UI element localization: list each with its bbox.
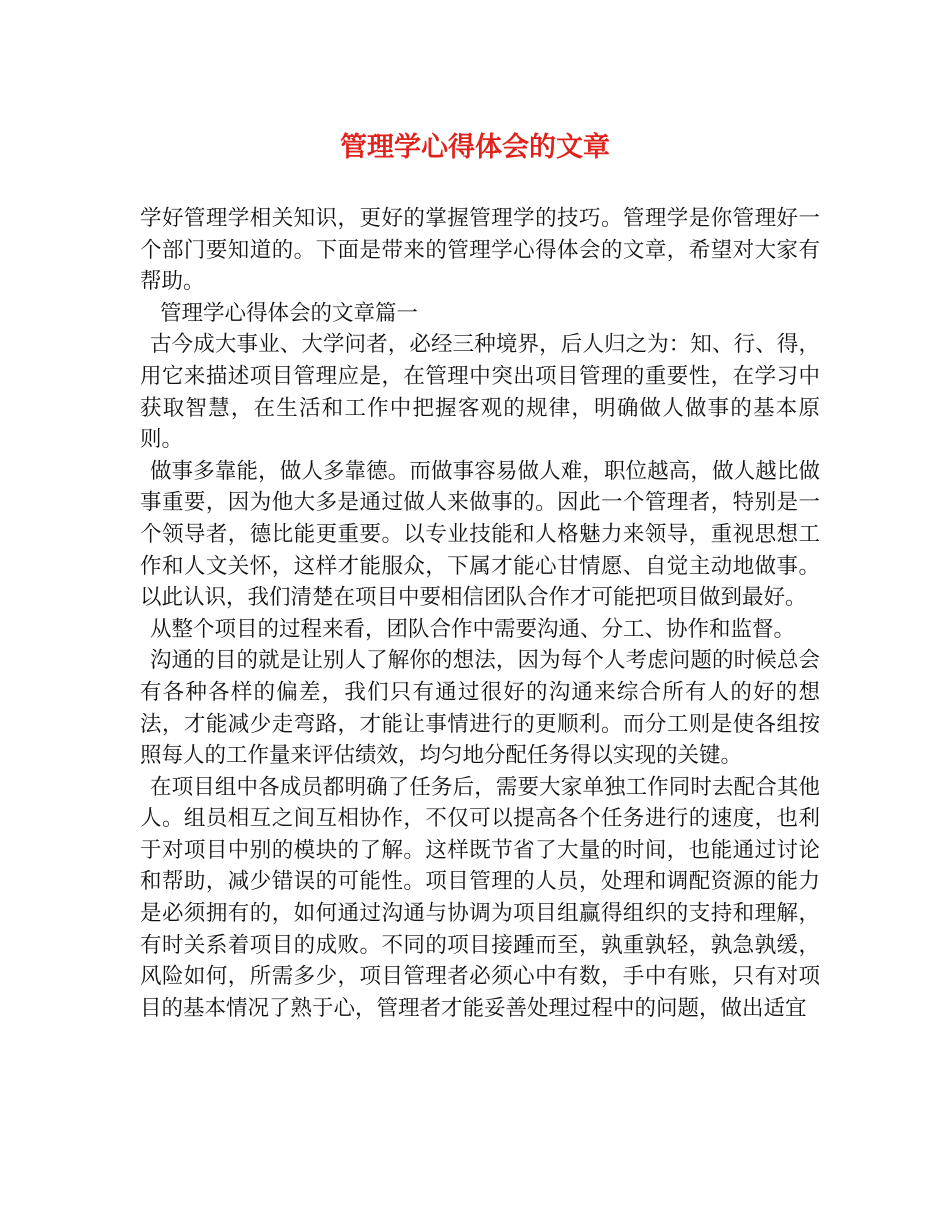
paragraph: 在项目组中各成员都明确了任务后，需要大家单独工作同时去配合其他人。组员相互之间互相协作，不仅可以提高各个任务进行的速度，也利于对项目中别的模块的了解。这样既节省了大量的时间，也能通过讨论和帮助，减少错误的可能性。项目管理的人员，处理和调配资源的能力是必须拥有的，如何通过沟通与协调为项目组赢得组织的支持和理解，有时关系着项目的成败。不同的项目接踵而至，孰重孰轻，孰急孰缓，风险如何，所需多少，项目管理者必须心中有数，手中有账，只有对项目的基本情况了熟于心，管理者才能妥善处理过程中的问题，做出适宜	[140, 774, 820, 1021]
paragraph: 做事多靠能，做人多靠德。而做事容易做人难，职位越高，做人越比做事重要，因为他大多是通过做人来做事的。因此一个管理者，特别是一个领导者，德比能更重要。以专业技能和人格魅力来领导，重视思想工作和人文关怀，这样才能服众，下属才能心甘情愿、自觉主动地做事。以此认识，我们清楚在项目中要相信团队合作才可能把项目做到最好。	[140, 458, 820, 611]
document-body	[140, 203, 820, 1024]
paragraph: 古今成大事业、大学问者，必经三种境界，后人归之为：知、行、得，用它来描述项目管理应是，在管理中突出项目管理的重要性，在学习中获取智慧，在生活和工作中把握客观的规律，明确做人做事的基本原则。	[140, 332, 820, 453]
paragraph-intro: 学好管理学相关知识，更好的掌握管理学的技巧。管理学是你管理好一个部门要知道的。下面是带来的管理学心得体会的文章，希望对大家有帮助。	[140, 206, 820, 295]
paragraph: 从整个项目的过程来看，团队合作中需要沟通、分工、协作和监督。	[150, 616, 796, 642]
document-title: 管理学心得体会的文章	[340, 132, 610, 163]
section-heading: 管理学心得体会的文章篇一	[160, 300, 419, 326]
paragraph: 沟通的目的就是让别人了解你的想法，因为每个人考虑问题的时候总会有各种各样的偏差，我们只有通过很好的沟通来综合所有人的好的想法，才能减少走弯路，才能让事情进行的更顺利。而分工则是使各组按照每人的工作量来评估绩效，均匀地分配任务得以实现的关键。	[140, 648, 820, 769]
